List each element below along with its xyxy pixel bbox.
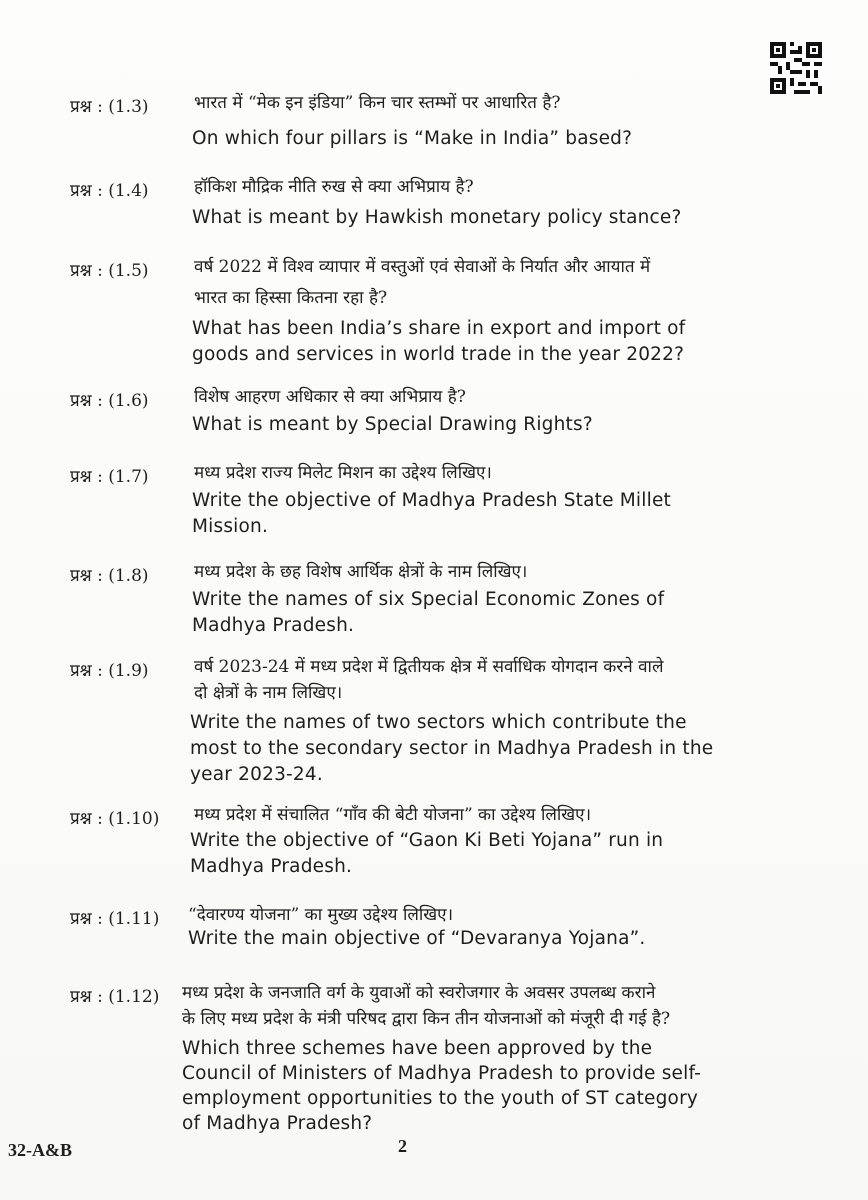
question-hindi-line: भारत में “मेक इन इंडिया” किन चार स्तम्भों पर आधारित है?: [194, 93, 561, 113]
question-hindi-line: मध्य प्रदेश में संचालित “गाँव की बेटी योजना” का उद्देश्य लिखिए।: [194, 805, 592, 825]
question-number: प्रश्न : (1.10): [70, 809, 160, 829]
question-number: प्रश्न : (1.4): [70, 181, 149, 201]
question-english-line: year 2023-24.: [190, 764, 323, 785]
question-english-line: What is meant by Hawkish monetary policy stance?: [192, 207, 682, 228]
question-hindi-line: भारत का हिस्सा कितना रहा है?: [194, 288, 388, 308]
question-english-line: Write the objective of “Gaon Ki Beti Yojana” run in: [190, 830, 664, 851]
question-english-line: most to the secondary sector in Madhya Pradesh in the: [190, 738, 714, 759]
question-english-line: Madhya Pradesh.: [190, 856, 353, 877]
question-hindi-line: मध्य प्रदेश के जनजाति वर्ग के युवाओं को स्वरोजगार के अवसर उपलब्ध कराने: [182, 983, 656, 1003]
question-english-line: Council of Ministers of Madhya Pradesh to provide self-: [182, 1063, 702, 1084]
question-number: प्रश्न : (1.7): [70, 467, 149, 487]
question-number: प्रश्न : (1.11): [70, 909, 160, 929]
qr-code-icon: [770, 42, 822, 94]
question-english-line: Write the main objective of “Devaranya Yojana”.: [188, 928, 646, 949]
question-english-line: employment opportunities to the youth of ST category: [182, 1088, 699, 1109]
question-hindi-line: “देवारण्य योजना” का मुख्य उद्देश्य लिखिए।: [188, 905, 454, 925]
question-number: प्रश्न : (1.6): [70, 391, 149, 411]
question-english-line: Write the names of two sectors which contribute the: [190, 712, 687, 733]
question-hindi-line: मध्य प्रदेश राज्य मिलेट मिशन का उद्देश्य लिखिए।: [194, 463, 492, 483]
question-number: प्रश्न : (1.12): [70, 987, 160, 1007]
question-hindi-line: वर्ष 2022 में विश्व व्यापार में वस्तुओं एवं सेवाओं के निर्यात और आयात में: [194, 257, 651, 277]
question-hindi-line: हॉकिश मौद्रिक नीति रुख से क्या अभिप्राय है?: [194, 177, 474, 197]
question-hindi-line: विशेष आहरण अधिकार से क्या अभिप्राय है?: [194, 387, 466, 407]
question-number: प्रश्न : (1.9): [70, 661, 149, 681]
question-english-line: of Madhya Pradesh?: [182, 1113, 373, 1134]
page-number: 2: [398, 1136, 407, 1156]
question-english-line: On which four pillars is “Make in India” based?: [192, 128, 633, 149]
question-english-line: What is meant by Special Drawing Rights?: [192, 414, 593, 435]
question-english-line: Mission.: [192, 516, 269, 537]
question-english-line: Write the names of six Special Economic Zones of: [192, 589, 665, 610]
question-english-line: goods and services in world trade in the year 2022?: [192, 344, 685, 365]
question-hindi-line: दो क्षेत्रों के नाम लिखिए।: [194, 683, 343, 703]
question-english-line: What has been India’s share in export and import of: [192, 318, 686, 339]
question-number: प्रश्न : (1.3): [70, 97, 149, 117]
question-english-line: Which three schemes have been approved by the: [182, 1038, 653, 1059]
question-number: प्रश्न : (1.5): [70, 261, 149, 281]
question-hindi-line: वर्ष 2023-24 में मध्य प्रदेश में द्वितीयक क्षेत्र में सर्वाधिक योगदान करने वाले: [194, 657, 664, 677]
question-english-line: Madhya Pradesh.: [192, 615, 355, 636]
paper-code: 32-A&B: [8, 1140, 72, 1160]
question-hindi-line: के लिए मध्य प्रदेश के मंत्री परिषद द्वारा किन तीन योजनाओं को मंजूरी दी गई है?: [182, 1009, 671, 1029]
question-english-line: Write the objective of Madhya Pradesh State Millet: [192, 490, 671, 511]
question-hindi-line: मध्य प्रदेश के छह विशेष आर्थिक क्षेत्रों के नाम लिखिए।: [194, 562, 528, 582]
question-number: प्रश्न : (1.8): [70, 566, 149, 586]
